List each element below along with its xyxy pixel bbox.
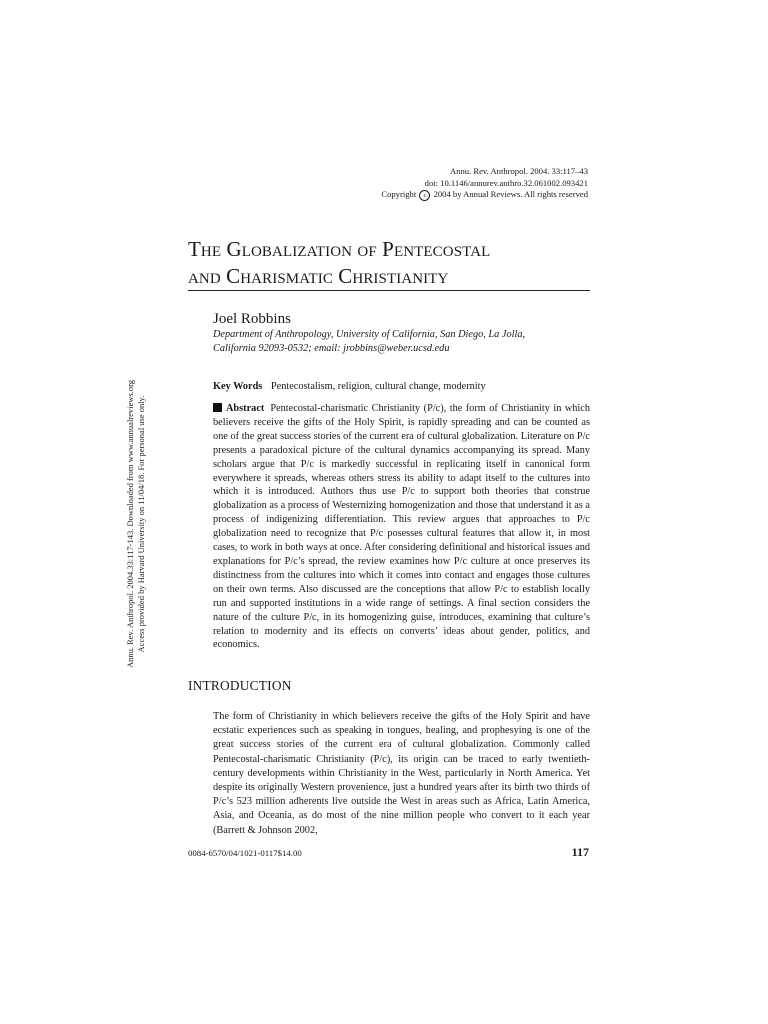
- abstract-text: Pentecostal-charismatic Christianity (P/c), the form of Christianity in which believers receive the gifts of the Holy Spirit, is rapidly spreading and can be counted as one of the great success stories of the current era of cultural globalization. Literature on P/c presents a paradoxical picture of the cultural dynamics accompanying its spread. Many scholars argue that P/c is markedly successful in replicating itself in canonical form everywhere it spreads, whereas others stress its ability to adapt itself to the cultures into which it is introduced. Authors thus use P/c to support both theories that construe globalization as a process of Westernizing homogenization and those that understand it as a process of indigenizing differentiation. This review argues that approaches to P/c globalization need to recognize that P/c posesses cultural features that allow it, in most cases, to work in both ways at once. After considering definitional and historical issues and explanations for P/c’s spread, the review examines how P/c culture at once preserves its distinctness from the cultures into which it comes into contact and engages those cultures on their own terms. Also discussed are the conceptions that allow P/c to establish locally run and supported institutions in a wide range of settings. A final section considers the nature of the culture P/c, in its homogenizing guise, introduces, examining that culture’s relation to modernity and its effects on converts’ ideas about gender, politics, and economics.: [213, 403, 590, 651]
- abstract: [213, 402, 590, 652]
- affiliation-line-1: Department of Anthropology, University of California, San Diego, La Jolla,: [213, 329, 526, 340]
- journal-info: [188, 166, 588, 201]
- abstract-square-icon: [213, 403, 222, 412]
- title-line-2: and Charismatic Christianity: [188, 264, 449, 288]
- keywords-label: Key Words: [213, 381, 263, 392]
- page-number: 117: [571, 845, 589, 859]
- introduction-paragraph: The form of Christianity in which believers receive the gifts of the Holy Spirit and have ecstatic experiences such as speaking in tongues, healing, and prophesying is one of the great success stories of the current era of cultural globalization. Commonly called Pentecostal-charismatic Christianity (P/c), its origin can be traced to early twentieth-century developments within Christianity in the West, particularly in North America. Yet despite its originally Western provenience, just a hundred years after its birth two thirds of P/c’s 523 million adherents live outside the West in areas such as Africa, Latin America, Asia, and Oceania, as do most of the nine million people who convert to it each year (Barrett & Johnson 2002,: [213, 711, 590, 836]
- copyright-rest: 2004 by Annual Reviews. All rights reserved: [433, 189, 588, 200]
- journal-doi: doi: 10.1146/annurev.anthro.32.061002.093421: [424, 177, 588, 188]
- title-line-1: The Globalization of Pentecostal: [188, 237, 491, 261]
- footer-code: 0084-6570/04/1021-0117$14.00: [188, 848, 302, 858]
- author-affiliation: [213, 328, 590, 356]
- copyright-prefix: Copyright: [381, 189, 417, 200]
- keywords: [213, 380, 590, 394]
- journal-citation: Annu. Rev. Anthropol. 2004. 33:117–43: [449, 166, 588, 176]
- download-notice: [125, 359, 147, 689]
- copyright-symbol: c: [419, 190, 430, 201]
- affiliation-line-2: California 92093-0532; email: jrobbins@weber.ucsd.edu: [213, 343, 450, 355]
- section-heading-introduction: INTRODUCTION: [188, 678, 292, 693]
- download-notice-line-1: Annu. Rev. Anthropol. 2004.33:117-143. Downloaded from www.annualreviews.org: [125, 379, 136, 669]
- title-rule: [188, 290, 590, 291]
- journal-copyright: [188, 189, 588, 201]
- download-notice-line-2: Access provided by Harvard University on 11/04/18. For personal use only.: [136, 395, 146, 653]
- author-name: Joel Robbins: [213, 311, 291, 327]
- article-title: [188, 236, 590, 290]
- abstract-label: Abstract: [226, 403, 265, 414]
- keywords-text: Pentecostalism, religion, cultural change, modernity: [270, 381, 486, 392]
